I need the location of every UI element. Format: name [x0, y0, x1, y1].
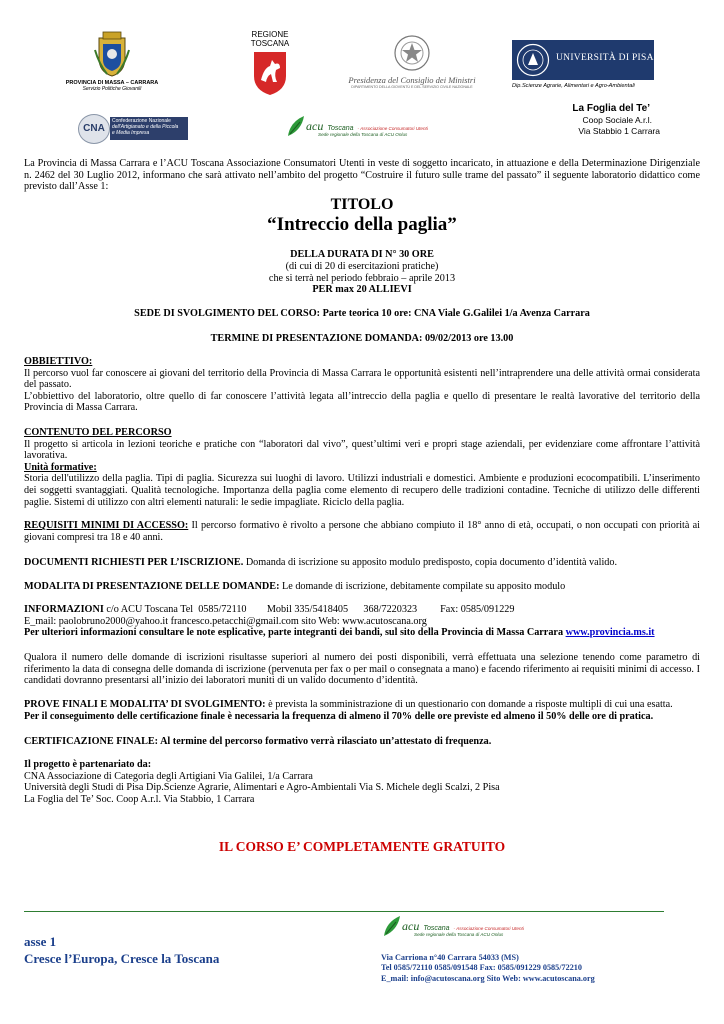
regione-logo: [240, 30, 300, 102]
unipi-logo: [512, 40, 660, 100]
gratuito-banner: IL CORSO E’ COMPLETAMENTE GRATUITO: [218, 839, 506, 854]
cna-logo: [78, 114, 190, 144]
italian-emblem-icon: [392, 34, 432, 72]
provincia-website-link[interactable]: www.provincia.ms.it: [565, 627, 655, 639]
footer-asse: asse 1: [24, 934, 57, 949]
foglia-line2: Coop Sociale A.r.l.: [582, 115, 652, 125]
prove-text: è prevista la somministrazione di un questionario con domande a risposte multipli di cui una esatta.: [265, 699, 673, 710]
acu-leaf-icon: [382, 914, 404, 938]
presidenza-dept: DIPARTIMENTO DELLA GIOVENTÙ E DEL SERVIZIO CIVILE NAZIONALE: [351, 85, 473, 89]
unipi-name: UNIVERSITÀ DI PISA: [556, 53, 654, 63]
qualora-paragraph: Qualora il numero delle domande di iscrizioni risultasse superiori al numero dei posti disponibili, verrà effettuata una selezione tenendo come parametro di riferimento la data di consegna delle domanda di iscrizione (pervenuta per fax o per mail o consegnata a mano) e facendo riferimento ai requisiti minimi di accesso. I candidati dovranno presentarsi all’inizio dei laboratori muniti di un valido documento d’identità.: [24, 652, 700, 687]
acu-name: Toscana: [327, 125, 354, 132]
acu-sub: Sede regionale della Toscana di ACU Onlus: [318, 132, 408, 137]
certificazione-line: CERTIFICAZIONE FINALE: Al termine del percorso formativo verrà rilasciato un’attestato di frequenza.: [24, 736, 492, 747]
duration-practice: (di cui di 20 di esercitazioni pratiche): [285, 260, 439, 272]
modalita-text: Le domande di iscrizione, debitamente compilate su apposito modulo: [279, 581, 566, 592]
requisiti-label: REQUISITI MINIMI DI ACCESSO:: [24, 520, 189, 531]
cna-circle: [78, 114, 110, 144]
duration-hours: DELLA DURATA DI N° 30 ORE: [290, 249, 434, 260]
obiettivo-heading: OBBIETTIVO:: [24, 356, 93, 367]
partenariato-heading: Il progetto è partenariato da:: [24, 759, 152, 770]
requisiti-text: Il percorso formativo è rivolto a persone che abbiano compiuto il 18° anno di età, occupati, o non occupati con priorità ai giovani compresi tra 18 e 40 anni.: [24, 520, 701, 543]
footer-left: [24, 934, 354, 967]
acu-footer-wordmark: acu Toscana - Associazione Consumatori Utenti: [402, 919, 524, 933]
documenti-paragraph: [24, 557, 700, 569]
unita-heading: Unità formative:: [24, 461, 97, 473]
acu-logo-footer: acu Toscana - Associazione Consumatori Utenti Sede regionale della Toscana di ACU Onlus: [382, 914, 552, 944]
partner-cna: CNA Associazione di Categoria degli Artigiani Via Galilei, 1/a Carrara: [24, 770, 313, 782]
obiettivo-p2: L’obbiettivo del laboratorio, oltre quello di far conoscere l’attività legata all’intreccio della paglia e quello di presentare le realtà lavorative del territorio della Provincia di Massa Carrara.: [24, 390, 700, 414]
partenariato-section: [24, 759, 700, 805]
foglia-title: La Foglia del Te’: [572, 103, 650, 114]
informazioni-contacts: c/o ACU Toscana Tel 0585/72110 Mobil 335/5418405 368/7220323 Fax: 0585/091229: [103, 604, 515, 615]
title-label: TITOLO: [330, 196, 394, 213]
duration-period: che si terrà nel periodo febbraio – aprile 2013: [268, 272, 456, 284]
duration-block: [24, 249, 700, 296]
prove-label: PROVE FINALI E MODALITA’ DI SVOLGIMENTO:: [24, 699, 266, 710]
obiettivo-section: [24, 356, 700, 414]
obiettivo-p1: Il percorso vuol far conoscere ai giovani del territorio della Provincia di Massa Carrara le opportunità esistenti nell’intraprendere una delle attività ormai considerata del passato.: [24, 367, 700, 391]
modalita-paragraph: [24, 581, 700, 593]
pegasus-shield-icon: [252, 50, 288, 96]
foglia-line3: Via Stabbio 1 Carrara: [578, 126, 660, 136]
regione-line2: TOSCANA: [250, 39, 290, 48]
contenuto-p2: Storia dell'utilizzo della paglia. Tipi di paglia. Sicurezza sui luoghi di lavoro. Utilizzi industriali e domestici. Ambiente e produzioni ecocompatibili. L’inserimento dei soggetti svantaggiati. Qualità tecnologiche. Importanza della paglia come elemento di recupero delle tradizioni contadine. Tecniche di utilizzo delle differenti paglie. Sistemi di utilizzo con altri elementi naturali: le sedie impagliate. Riciclo della paglia.: [24, 473, 700, 508]
termine-line: TERMINE DI PRESENTAZIONE DOMANDA: 09/02/2013 ore 13.00: [210, 333, 514, 344]
provincia-name: PROVINCIA DI MASSA – CARRARA: [65, 80, 159, 86]
informazioni-label: INFORMAZIONI: [24, 604, 104, 615]
informazioni-email: E_mail: paolobruno2000@yahoo.it francesco.petacchi@gmail.com sito Web: www.acutoscana.org: [24, 615, 427, 627]
unipi-seal-icon: [516, 43, 550, 77]
cna-abbr: CNA: [83, 123, 105, 134]
acu-leaf-icon: [286, 114, 308, 138]
duration-max-students: PER max 20 ALLIEVI: [312, 284, 412, 296]
footer-address: [381, 953, 681, 984]
footer-slogan: Cresce l’Europa, Cresce la Toscana: [24, 951, 220, 966]
prove-section: [24, 699, 700, 722]
provincia-service: Servizio Politiche Giovanili: [82, 86, 142, 92]
intro-paragraph: La Provincia di Massa Carrara e l’ACU Toscana Associazione Consumatori Utenti in veste di soggetto incaricato, in attuazione e della Determinazione Dirigenziale n. 2462 del 30 Luglio 2012, informano che sarà attivato nell’ambito del progetto “Costruire il futuro sulle trame del passato” il seguente laboratorio didattico come previsto dall’Asse 1:: [24, 158, 700, 193]
provincia-crest-icon: [93, 30, 131, 78]
provincia-logo: [62, 30, 162, 110]
informazioni-note: Per ulteriori informazioni consultare le note esplicative, parte integranti dei bandi, sul sito della Provincia di Massa Carrara www.provincia.ms.it: [24, 627, 655, 639]
footer-addr-phone: Tel 0585/72110 0585/091548 Fax: 0585/091229 0585/72210: [381, 963, 582, 973]
footer-rule: [24, 911, 664, 912]
footer-addr-street: Via Carriona n°40 Carrara 54033 (MS): [381, 953, 519, 962]
regione-line1: REGIONE: [251, 30, 289, 39]
partner-unipi: Università degli Studi di Pisa Dip.Scienze Agrarie, Alimentari e Agro-Ambientali Via S. Michele degli Scalzi, 2 Pisa: [24, 782, 500, 794]
cna-banner: Confederazione Nazionale dell'Artigianato e della Piccola e Media Impresa: [110, 117, 188, 140]
requisiti-paragraph: [24, 520, 700, 543]
documenti-label: DOCUMENTI RICHIESTI PER L’ISCRIZIONE.: [24, 557, 244, 568]
course-title: “Intreccio della paglia”: [267, 214, 457, 235]
contenuto-p1: Il progetto si articola in lezioni teoriche e pratiche con “laboratori dal vivo”, quest’ultimi veri e propri stage aziendali, per evidenziare come affrontare l’attività lavorativa.: [24, 438, 700, 462]
presidenza-logo: [338, 34, 486, 96]
prove-frequency: Per il conseguimento delle certificazione finale è necessaria la frequenza di almeno il 70% delle ore previste ed almeno il 50% delle ore di pratica.: [24, 710, 654, 722]
informazioni-section: [24, 604, 700, 639]
unipi-banner: [512, 40, 654, 80]
partner-foglia: La Foglia del Te’ Soc. Coop A.r.l. Via Stabbio, 1 Carrara: [24, 793, 255, 805]
contenuto-section: [24, 427, 700, 508]
modalita-label: MODALITA DI PRESENTAZIONE DELLE DOMANDE:: [24, 581, 280, 592]
acu-logo-top: [286, 114, 446, 144]
contenuto-heading: CONTENUTO DEL PERCORSO: [24, 427, 172, 438]
sede-line: SEDE DI SVOLGIMENTO DEL CORSO: Parte teorica 10 ore: CNA Viale G.Galilei 1/a Avenza Carrara: [134, 308, 590, 319]
acu-wordmark: acu Toscana - Associazione Consumatori Utenti: [306, 119, 428, 133]
presidenza-name: Presidenza del Consiglio dei Ministri: [348, 75, 476, 85]
foglia-block: [510, 102, 660, 137]
unipi-dept: Dip.Scienze Agrarie, Alimentari e Agro-Ambientali: [512, 83, 635, 89]
documenti-text: Domanda di iscrizione su apposito modulo predisposto, copia documento d’identità valido.: [243, 557, 618, 568]
footer-addr-web: E_mail: info@acutoscana.org Sito Web: www.acutoscana.org: [381, 973, 595, 983]
acu-tag: - Associazione Consumatori Utenti: [357, 126, 428, 131]
